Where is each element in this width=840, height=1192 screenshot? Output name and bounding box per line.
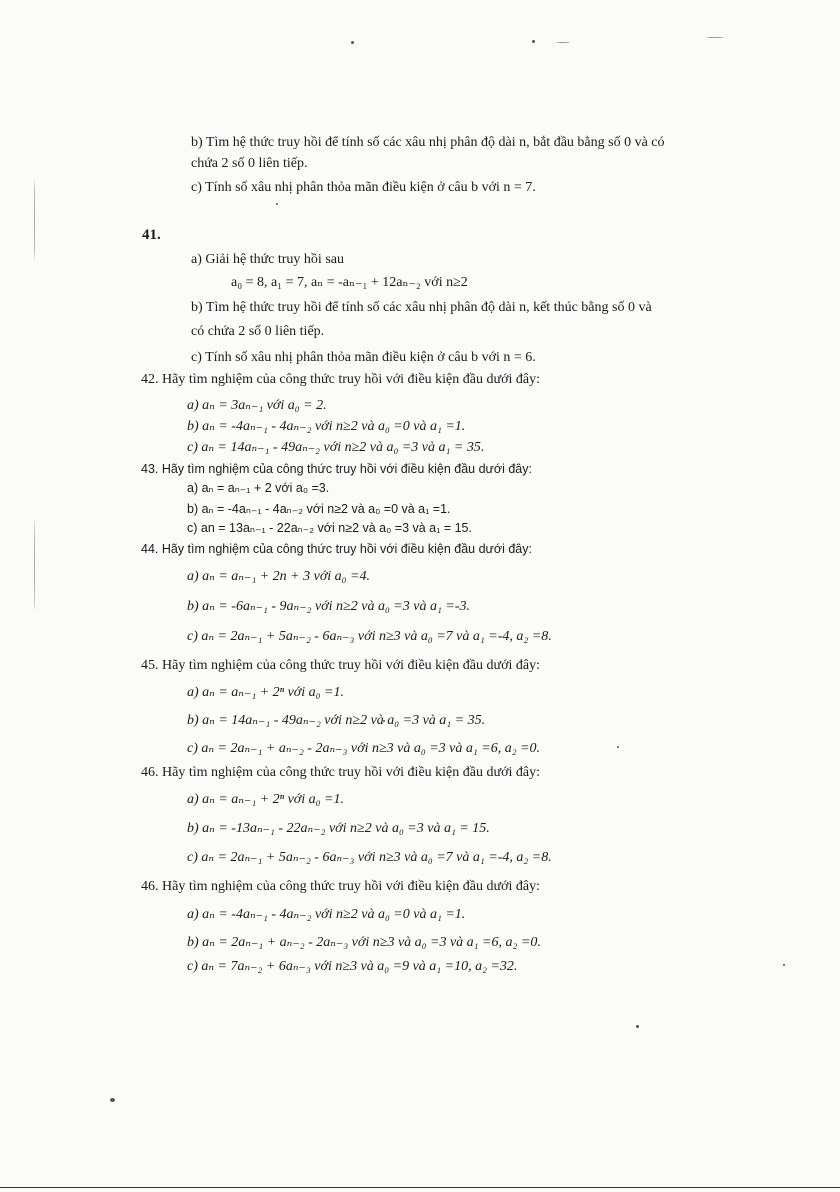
formula-line: b) aₙ = -4aₙ₋₁ - 4aₙ₋₂ với n≥2 và a₀ =0 và a₁ =1. bbox=[187, 419, 466, 434]
formula-line: b) aₙ = -6aₙ₋₁ - 9aₙ₋₂ với n≥2 và a₀ =3 và a₁ =-3. bbox=[187, 599, 470, 614]
page-edge-rule bbox=[0, 1187, 840, 1188]
text-line: chứa 2 số 0 liên tiếp. bbox=[191, 156, 308, 171]
formula-line: b) aₙ = 2aₙ₋₁ + aₙ₋₂ - 2aₙ₋₃ với n≥3 và a₀ =3 và a₁ =6, a₂ =0. bbox=[187, 935, 541, 950]
exercise-heading: 46. Hãy tìm nghiệm của công thức truy hồi với điều kiện đầu dưới đây: bbox=[141, 879, 540, 894]
text-line: c) Tính số xâu nhị phân thỏa mãn điều kiện ở câu b với n = 6. bbox=[191, 350, 536, 365]
exercise-heading: 45. Hãy tìm nghiệm của công thức truy hồi với điều kiện đầu dưới đây: bbox=[141, 658, 540, 673]
scan-speck bbox=[532, 40, 535, 43]
formula-line: c) aₙ = 2aₙ₋₁ + aₙ₋₂ - 2aₙ₋₃ với n≥3 và a₀ =3 và a₁ =6, a₂ =0. bbox=[187, 741, 541, 756]
exercise-heading: 42. Hãy tìm nghiệm của công thức truy hồi với điều kiện đầu dưới đây: bbox=[141, 372, 540, 387]
formula-line: c) an = 13aₙ₋₁ - 22aₙ₋₂ với n≥2 và a₀ =3 và a₁ = 15. bbox=[187, 521, 472, 535]
scan-speck bbox=[351, 41, 354, 44]
formula-line: a) aₙ = aₙ₋₁ + 2ⁿ với a₀ =1. bbox=[187, 685, 344, 700]
scan-speck bbox=[110, 1098, 115, 1102]
scan-speck bbox=[556, 42, 570, 43]
text-line: c) Tính số xâu nhị phân thỏa mãn điều kiện ở câu b với n = 7. bbox=[191, 180, 536, 195]
exercise-heading: 46. Hãy tìm nghiệm của công thức truy hồi với điều kiện đầu dưới đây: bbox=[141, 765, 540, 780]
text-line: b) Tìm hệ thức truy hồi để tính số các xâu nhị phân độ dài n, kết thúc bằng số 0 và bbox=[191, 300, 652, 315]
scan-speck bbox=[617, 746, 619, 748]
formula-line: c) aₙ = 2aₙ₋₁ + 5aₙ₋₂ - 6aₙ₋₃ với n≥3 và a₀ =7 và a₁ =-4, a₂ =8. bbox=[187, 629, 552, 644]
scan-speck bbox=[706, 37, 724, 38]
text-line: b) Tìm hệ thức truy hồi để tính số các xâu nhị phân độ dài n, bắt đầu bằng số 0 và có bbox=[191, 135, 665, 150]
formula-line: a₀ = 8, a₁ = 7, aₙ = -aₙ₋₁ + 12aₙ₋₂ với n≥2 bbox=[231, 275, 468, 290]
formula-line: c) aₙ = 14aₙ₋₁ - 49aₙ₋₂ với n≥2 và a₀ =3 và a₁ = 35. bbox=[187, 440, 485, 455]
formula-line: a) aₙ = aₙ₋₁ + 2ⁿ với a₀ =1. bbox=[187, 792, 344, 807]
text-line: a) Giải hệ thức truy hồi sau bbox=[191, 252, 344, 267]
scan-speck bbox=[636, 1025, 639, 1028]
formula-line: a) aₙ = aₙ₋₁ + 2n + 3 với a₀ =4. bbox=[187, 569, 370, 584]
formula-line: a) aₙ = -4aₙ₋₁ - 4aₙ₋₂ với n≥2 và a₀ =0 và a₁ =1. bbox=[187, 907, 466, 922]
exercise-heading: 44. Hãy tìm nghiệm của công thức truy hồi với điều kiện đầu dưới đây: bbox=[141, 542, 532, 556]
text-line: có chứa 2 số 0 liên tiếp. bbox=[191, 324, 325, 339]
scan-speck bbox=[276, 203, 278, 205]
formula-line: b) aₙ = -13aₙ₋₁ - 22aₙ₋₂ với n≥2 và a₀ =3 và a₁ = 15. bbox=[187, 821, 490, 836]
formula-line: c) aₙ = 7aₙ₋₂ + 6aₙ₋₃ với n≥3 và a₀ =9 và a₁ =10, a₂ =32. bbox=[187, 959, 518, 974]
scan-speck bbox=[34, 180, 35, 260]
formula-line: c) aₙ = 2aₙ₋₁ + 5aₙ₋₂ - 6aₙ₋₃ với n≥3 và a₀ =7 và a₁ =-4, a₂ =8. bbox=[187, 850, 552, 865]
exercise-number: 41. bbox=[142, 227, 161, 243]
scan-speck bbox=[34, 520, 35, 610]
formula-line: b) aₙ = -4aₙ₋₁ - 4aₙ₋₂ với n≥2 và a₀ =0 và a₁ =1. bbox=[187, 502, 451, 516]
exercise-heading: 43. Hãy tìm nghiệm của công thức truy hồi với điều kiện đầu dưới đây: bbox=[141, 462, 532, 476]
formula-line: b) aₙ = 14aₙ₋₁ - 49aₙ₋₂ với n≥2 và a₀ =3 và a₁ = 35. bbox=[187, 713, 486, 728]
scan-speck bbox=[783, 964, 785, 966]
formula-line: a) aₙ = aₙ₋₁ + 2 với a₀ =3. bbox=[187, 481, 330, 495]
formula-line: a) aₙ = 3aₙ₋₁ với a₀ = 2. bbox=[187, 398, 327, 413]
